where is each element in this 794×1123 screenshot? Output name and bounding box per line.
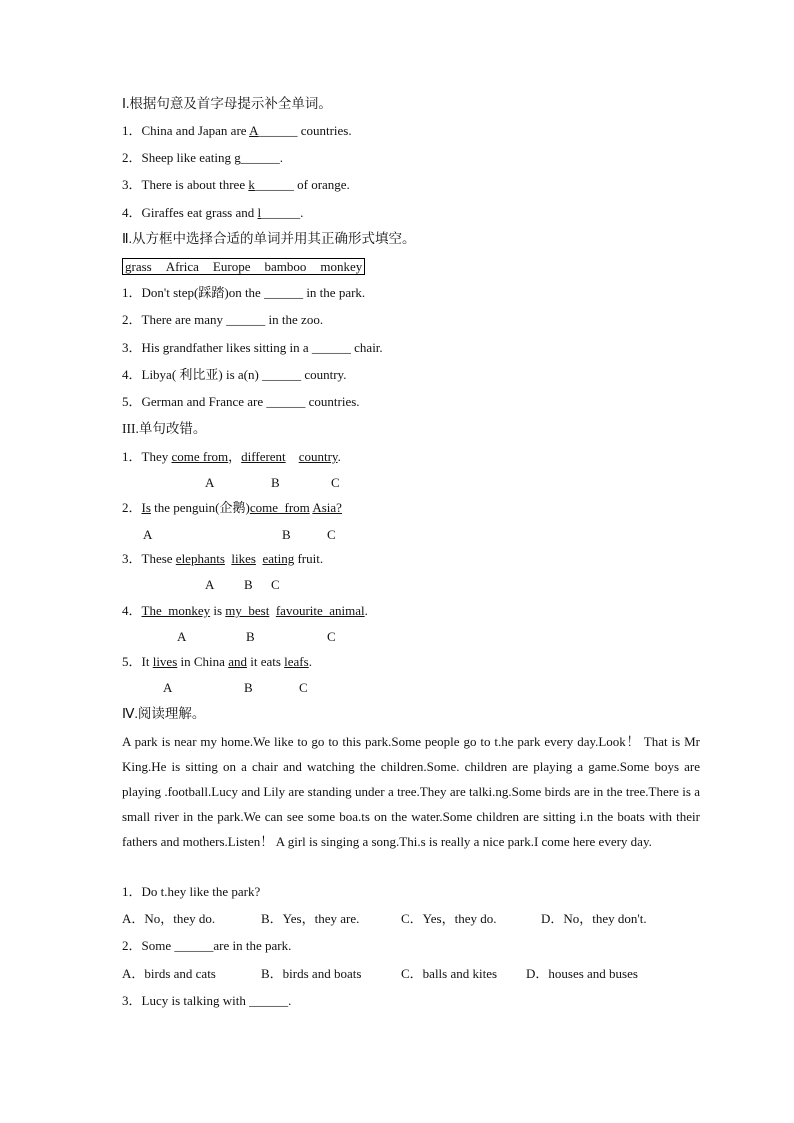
choice-letter: A: [177, 629, 187, 644]
question-2-option-b: B．birds and boats: [261, 966, 362, 981]
word-box-item: Europe: [212, 259, 251, 274]
question-2-option-a: A．birds and cats: [122, 966, 216, 981]
choice-letter: B: [244, 577, 253, 592]
choice-letter: A: [205, 577, 215, 592]
s2-item-3: 3．His grandfather likes sitting in a ______ chair.: [122, 340, 383, 355]
s1-item-4: 4．Giraffes eat grass and l______.: [122, 205, 304, 220]
word-box-item: bamboo: [264, 259, 307, 274]
word-box-item: Africa: [165, 259, 199, 274]
choice-letter: A: [143, 527, 153, 542]
question-2-stem: 2．Some ______are in the park.: [122, 938, 292, 953]
section-2-heading: Ⅱ.从方框中选择合适的单词并用其正确形式填空。: [122, 231, 416, 246]
s2-item-2: 2．There are many ______ in the zoo.: [122, 312, 324, 327]
choice-letter: C: [327, 527, 336, 542]
s3-item-4: 4．The monkey is my best favourite animal.: [122, 603, 368, 618]
s3-item-5: 5．It lives in China and it eats leafs.: [122, 654, 312, 669]
choice-letter: C: [327, 629, 336, 644]
choice-letter: B: [246, 629, 255, 644]
section-1-heading: Ⅰ.根据句意及首字母提示补全单词。: [122, 96, 332, 111]
choice-letter: C: [331, 475, 340, 490]
s2-item-5: 5．German and France are ______ countries.: [122, 394, 360, 409]
word-box: [122, 258, 365, 275]
section-4-heading: Ⅳ.阅读理解。: [122, 706, 206, 721]
choice-letter: B: [244, 680, 253, 695]
question-1-option-b: B．Yes，they are.: [261, 911, 360, 926]
question-1-option-d: D．No，they don't.: [541, 911, 647, 926]
s2-item-4: 4．Libya( 利比亚) is a(n) ______ country.: [122, 367, 347, 382]
question-2-option-d: D．houses and buses: [526, 966, 638, 981]
word-box-item: monkey: [320, 259, 363, 274]
choice-letter: A: [205, 475, 215, 490]
question-2-option-c: C．balls and kites: [401, 966, 498, 981]
s2-item-1: 1．Don't step(踩踏)on the ______ in the park.: [122, 285, 366, 300]
reading-passage: A park is near my home.We like to go to this park.Some people go to t.he park every day.Look！ That is Mr King.He is sitting on a chair and watching the children.Some. children are playing a game.Some boys are playing .football.Lucy and Lily are standing under a tree.They are talki.ng.Some birds are in the tree.There is a small river in the park.We can see some boa.ts on the water.Some children are sitting i.n the boats with their fathers and mothers.Listen！ A girl is singing a song.Thi.s is really a nice park.I come here every day.: [122, 734, 700, 849]
s1-item-3: 3．There is about three k______ of orange.: [122, 177, 350, 192]
choice-letter: B: [271, 475, 280, 490]
choice-letter: B: [282, 527, 291, 542]
s3-item-1: 1．They come from，different country.: [122, 449, 341, 464]
word-box-item: grass: [125, 259, 152, 274]
choice-letter: C: [271, 577, 280, 592]
s3-item-2: 2．Is the penguin(企鹅)come from Asia?: [122, 500, 342, 515]
question-3-stem: 3．Lucy is talking with ______.: [122, 993, 292, 1008]
s3-item-3: 3．These elephants likes eating fruit.: [122, 551, 324, 566]
choice-letter: C: [299, 680, 308, 695]
s1-item-1: 1．China and Japan are A______ countries.: [122, 123, 352, 138]
question-1-option-c: C．Yes，they do.: [401, 911, 497, 926]
question-1-option-a: A．No，they do.: [122, 911, 216, 926]
question-1-stem: 1．Do t.hey like the park?: [122, 884, 261, 899]
section-3-heading: III.单句改错。: [122, 421, 207, 436]
choice-letter: A: [163, 680, 173, 695]
s1-item-2: 2．Sheep like eating g______.: [122, 150, 284, 165]
